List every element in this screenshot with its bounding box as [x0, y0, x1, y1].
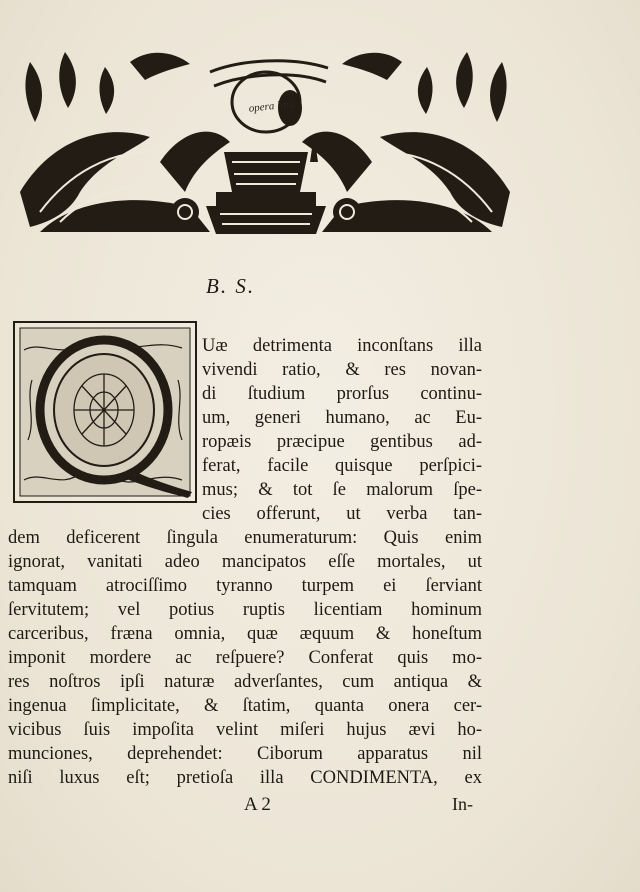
text-line: ferat, facile quisque perſpici- [202, 456, 482, 476]
headpiece-ornament [10, 42, 522, 238]
text-line: cies offerunt, ut verba tan- [202, 504, 482, 524]
text-line: mus; & tot ſe malorum ſpe- [202, 480, 482, 500]
catchword: In- [452, 794, 473, 814]
text-line: munciones, deprehendet: Ciborum apparatus nil [8, 744, 482, 764]
text-line: niſi luxus eſt; pretioſa illa CONDIMENTA, ex [8, 768, 482, 788]
text-line: imponit mordere ac reſpuere? Conferat quis mo- [8, 648, 482, 668]
signature-mark: A 2 [244, 794, 271, 815]
section-heading: B. S. [206, 274, 256, 298]
text-line: carceribus, fræna omnia, quæ æquum & honeſtum [8, 624, 482, 644]
text-line: dem deficerent ſingula enumeraturum: Quis enim [8, 528, 482, 548]
text-line: tamquam atrociſſimo tyranno turpem ei ſerviant [8, 576, 482, 596]
text-line: vicibus ſuis impoſita velint miſeri hujus ævi ho- [8, 720, 482, 740]
ornament-woodcut-image [10, 42, 522, 238]
initial-letter: Q [12, 320, 13, 321]
text-line: ſervitutem; vel potius ruptis licentiam hominum [8, 600, 482, 620]
text-line: Uæ detrimenta inconſtans illa [202, 336, 482, 356]
text-line: ingenua ſimplicitate, & ſtatim, quanta onera cer- [8, 696, 482, 716]
text-line: di ſtudium prorſus continu- [202, 384, 482, 404]
initial-woodcut-image [12, 320, 198, 504]
decorated-initial [12, 320, 198, 504]
text-line: um, generi humano, ac Eu- [202, 408, 482, 428]
ornament-ribbon-text: opera linq... [248, 97, 303, 115]
text-line: res noſtros ipſi naturæ adverſantes, cum antiqua & [8, 672, 482, 692]
text-line: vivendi ratio, & res novan- [202, 360, 482, 380]
text-line: ropæis præcipue gentibus ad- [202, 432, 482, 452]
text-line: ignorat, vanitati adeo mancipatos eſſe mortales, ut [8, 552, 482, 572]
